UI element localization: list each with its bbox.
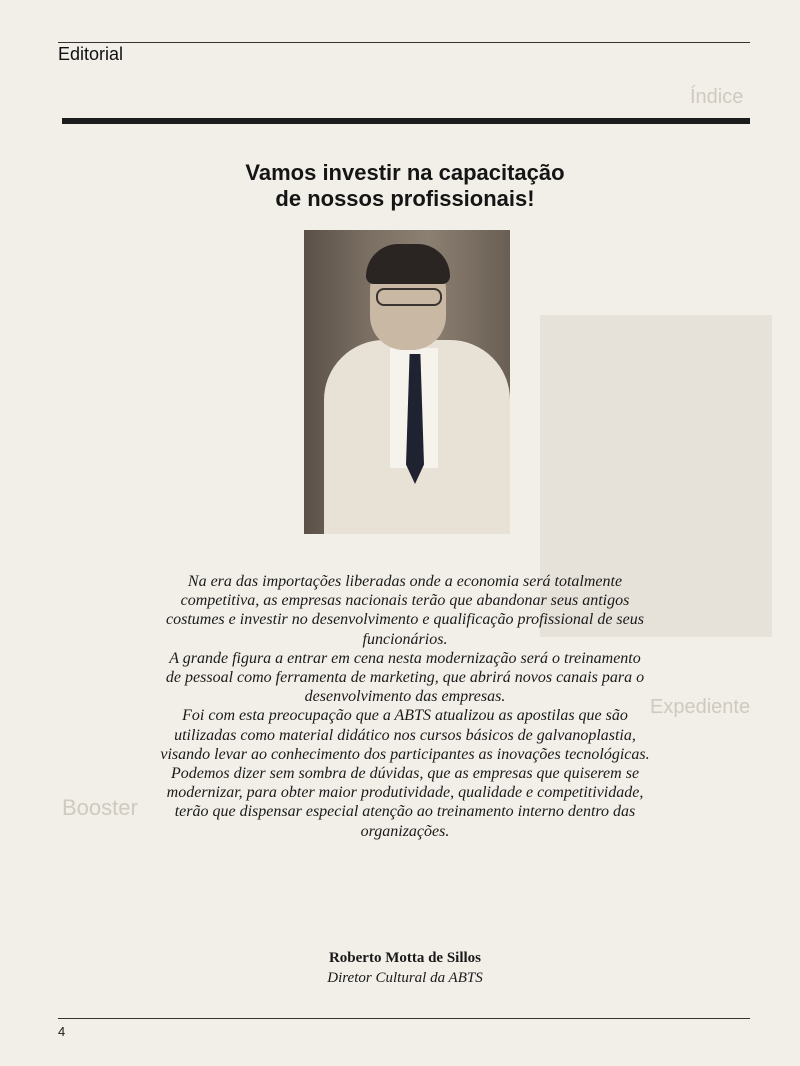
paragraph: A grande figura a entrar em cena nesta modernização será o treinamento de pessoal como ferramenta de marketing, que abrirá novos canais para o desenvolvimento das empresas.: [165, 649, 645, 706]
photo-hair: [366, 244, 450, 284]
show-through-text: Expediente: [650, 696, 751, 718]
bottom-rule: [58, 1018, 750, 1019]
show-through-text: Índice: [690, 86, 744, 108]
header-bar: [62, 118, 750, 124]
author-photo: [304, 230, 510, 534]
signature-name: Roberto Motta de Sillos: [328, 950, 482, 966]
paragraph: Foi com esta preocupação que a ABTS atualizou as apostilas que são utilizadas como material didático nos cursos básicos de galvanoplastia, visando levar ao conhecimento dos participantes as inovações tecnológicas.: [160, 707, 650, 763]
headline-line: de nossos profissionais!: [275, 186, 535, 211]
page-number: 4: [58, 1024, 66, 1039]
top-rule: [58, 42, 750, 43]
headline: [200, 160, 610, 212]
paragraph: Na era das importações liberadas onde a economia será totalmente competitiva, as empresas nacionais terão que abandonar seus antigos costumes e investir no desenvolvimento e qualificação profissional de seus funcionários.: [166, 573, 644, 648]
section-label: Editorial: [58, 44, 124, 64]
show-through-text: Booster: [62, 795, 138, 820]
photo-glasses: [376, 288, 442, 306]
paragraph: Podemos dizer sem sombra de dúvidas, que as empresas que quiserem se modernizar, para obter maior produtividade, qualidade e competitividade, terão que dispensar especial atenção ao treinamento interno dentro das organizações.: [166, 765, 644, 840]
signature-title: Diretor Cultural da ABTS: [327, 970, 483, 986]
article-body: [160, 572, 650, 841]
headline-line: Vamos investir na capacitação: [245, 160, 565, 185]
